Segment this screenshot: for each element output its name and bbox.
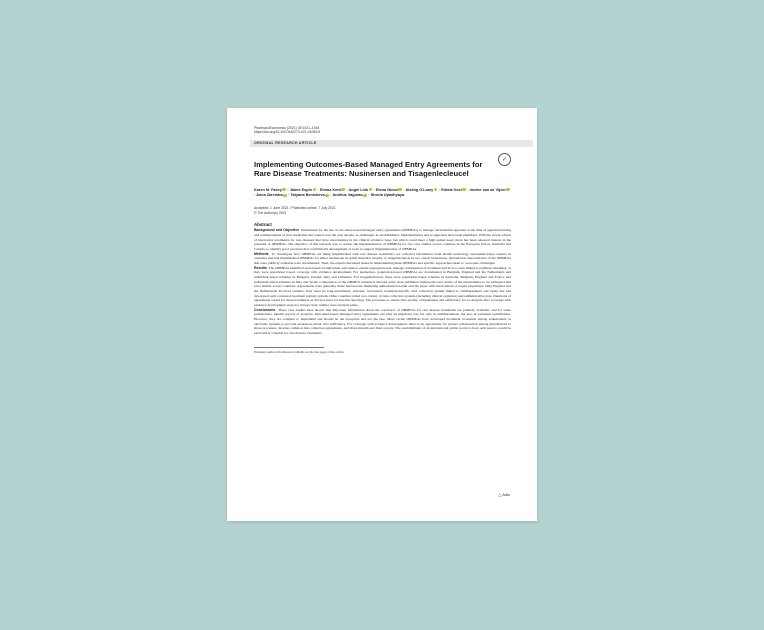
publisher-logo	[498, 492, 510, 497]
footnote: Extended author information available on the last page of the article	[254, 349, 344, 354]
author-name: Emma Kent	[319, 187, 341, 192]
journal-info	[254, 126, 511, 135]
author-name: Andrius Vagoras	[332, 193, 363, 198]
section-label: Conclusions	[254, 307, 276, 312]
orcid-icon[interactable]	[434, 188, 437, 191]
abstract-heading: Abstract	[254, 222, 272, 228]
orcid-icon[interactable]	[341, 188, 344, 191]
section-text: These case studies have shown that important information about the constructs of OBMEAs for rare disease treatments are publicly available, and for some jurisdictions, interim reports of progress. Outcomes-based managed entry agreements can play an important role not only in reimbursement, but also in treatment optimisation. However, they are complex to implement and should be the exception and not the rule. More recent OBMEAs have developed document covenants among stakeholders or electronic systems to provide assurances about data sufficiency. For coverage with evidence development, there is an opportunity for greater collaboration among jurisdictions to share processes, develop common data collection agreements, and share interim and final reports. The establishment of an international public portal to host such reports would be particularly valuable for rare disease treatments.	[254, 307, 512, 335]
publication-dates	[254, 206, 511, 215]
author-name: Angèl Link	[348, 187, 369, 192]
orcid-icon[interactable]	[283, 194, 286, 197]
orcid-icon[interactable]	[282, 188, 285, 191]
author-name: Entela Xoxi	[441, 187, 462, 192]
section-text: Enthusiasm for the use of outcomes-based managed entry agreements (OBMEAs) to manage uncertainties apparent at the time of appraisal/pricing and reimbursement of new medicines has waned over the past decade, as challenges in establishment, implementation and re-appraisal have been identified. With the recent advent of innovative treatments for rare diseases that have uncertainties in the clinical evidence base, but which could meet a high unmet need, there has been renewed interest in the potential of OBMEAs. The objective of this research was to review the implementation of OBMEAs for two case studies across countries in the European Union, Australia and Canada, to identify good practices that could inform development of tools to support implementation of OBMEAs.	[254, 228, 511, 252]
abstract-results	[254, 266, 511, 308]
orcid-icon[interactable]	[398, 188, 401, 191]
article-type-badge: ORIGINAL RESEARCH ARTICLE	[250, 140, 533, 147]
accepted-date: Accepted: 1 June 2021 / Published online: 7 July 2021	[254, 206, 336, 211]
author-name: Aisling O'Leary	[405, 187, 434, 192]
abstract-background	[254, 228, 511, 251]
author-name: Karen M. Facey	[254, 187, 282, 192]
orcid-icon[interactable]	[363, 194, 366, 197]
article-title: Implementing Outcomes-Based Managed Entry Agreements for Rare Disease Treatments: Nusinersen and Tisagenlecleucel	[254, 159, 483, 179]
orcid-icon[interactable]	[462, 188, 465, 191]
abstract-conclusions	[254, 308, 511, 336]
abstract-body	[254, 228, 511, 335]
section-text: The OBMEAs identified were based on individual outcomes to ensure appropriate use, manage continuation of treatment and in two cases linked to payment schedules, or they were population based, coverage with evidence development. For nusinersen, population-based OBMEAs are documented in Belgium, England and the Netherlands and individual-based schemes in Bulgaria, Ireland, Italy and Lithuania. For tisagenlecleucel, there were population-based schemes in Australia, Belgium, England and France and individual-based schemes in Italy and Spain. Comparison of the OBMEA constructs showed some clear published frameworks and clarity of the uncertainties to be addressed that were similar across countries. Agreements were generally made between the marketing authorisation holder and the payer with involvement of expert physicians. Only England and the Netherlands involved patients. Italy used its long-established, national, web-based, treatment-specific data collection system linked to reimbursement and Spain has just developed such a national treatment registry system. Other countries relied on a variety of data collection systems (including clinical registries) and administrative data. Durations of agreements varied for these treatments as did processes for interim reporting. The processes to ensure data quality, completeness and sufficiency for re-analysis after coverage with evidence development were not always clear, neither were analysis plans.	[254, 265, 512, 307]
check-for-updates-icon[interactable]: ✓	[498, 153, 511, 166]
article-content	[254, 126, 511, 354]
section-label: Background and Objective	[254, 228, 300, 233]
section-text: To investigate how OBMEAs are being implemented with rare disease treatments, we collected information from health technology assessment/payer experts in countries that had implemented OBMEAs for either nusinersen in spinal muscular atrophy or tisagenlecleucel in two cancer indications. Operational characteristics of the OBMEAs that were publicly available were documented. Then, the experts discussed issues in implementing these OBMEAs and specific approaches taken to overcome challenges.	[254, 251, 511, 265]
author-list: Karen M. Facey · Jaime Espin · Emma Kent · Angèl Link · Elena Nicod · Aisling O'Leary · Entela Xoxi · Ineeke van de Vijver · Anna Zaremba · Tatyana Benisheva · Andrius Vagoras · Sheela Upadhyaya	[254, 188, 511, 200]
author-name: Anna Zaremba	[256, 193, 283, 198]
orcid-icon[interactable]	[506, 188, 509, 191]
section-label: Results	[254, 265, 267, 270]
footnote-divider	[254, 347, 324, 348]
orcid-icon[interactable]	[369, 188, 372, 191]
doi-link[interactable]: https://doi.org/10.1007/s40273-021-01050-5	[254, 130, 321, 135]
journal-citation: PharmacoEconomics (2021) 39:1021–1044	[254, 126, 320, 130]
author-name: Jaime Espin	[289, 187, 312, 192]
orcid-icon[interactable]	[313, 188, 316, 191]
publisher-name: Adis	[502, 492, 510, 497]
triangle-icon: △	[498, 492, 502, 497]
author-name: Elena Nicod	[376, 187, 398, 192]
section-label: Methods	[254, 251, 269, 256]
author-name: Sheela Upadhyaya	[370, 193, 405, 198]
author-name: Tatyana Benisheva	[290, 193, 325, 198]
copyright-notice: © The Author(s) 2021	[254, 210, 287, 215]
author-name: Ineeke van de Vijver	[469, 187, 506, 192]
abstract-methods	[254, 252, 511, 266]
orcid-icon[interactable]	[325, 194, 328, 197]
article-page	[227, 108, 537, 521]
